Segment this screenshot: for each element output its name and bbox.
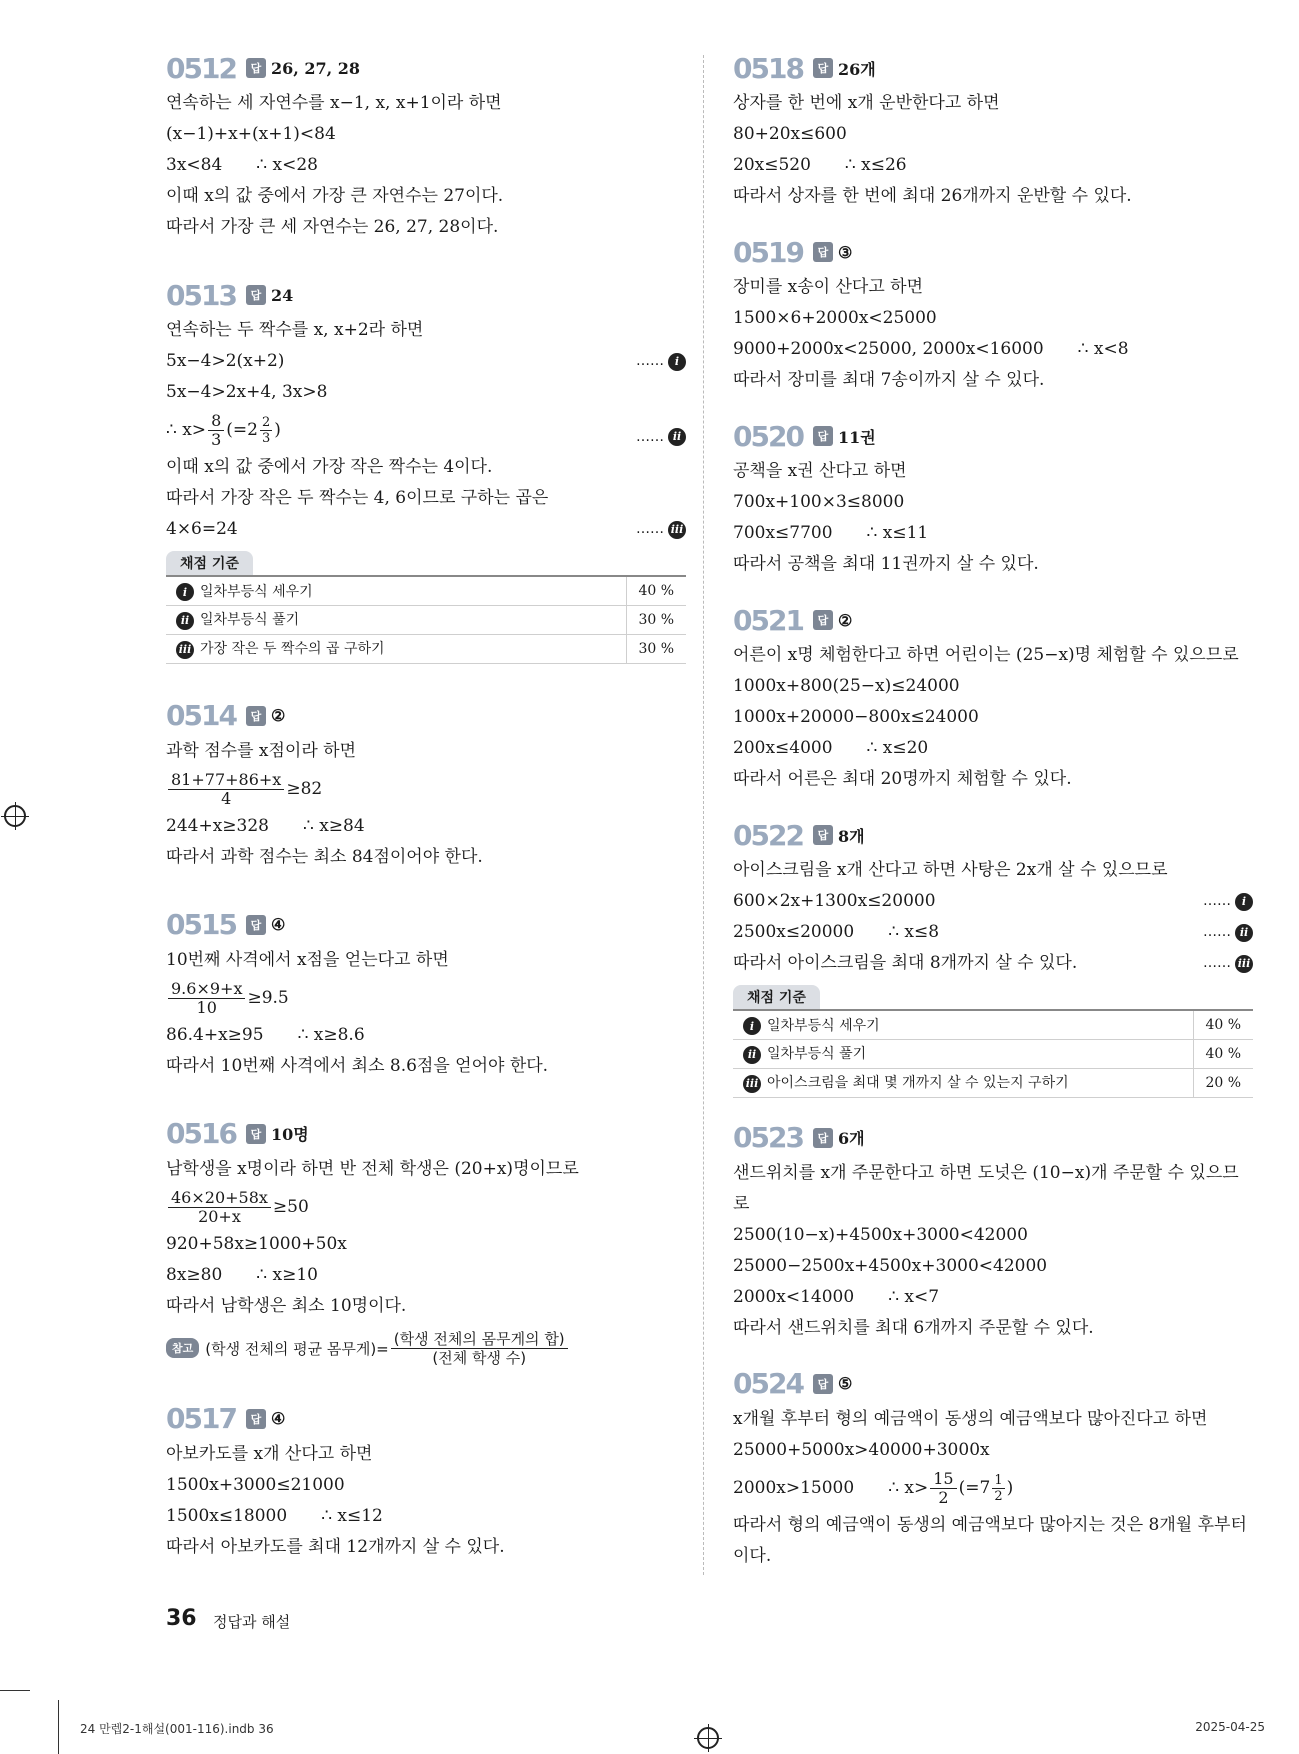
problem-header xyxy=(166,277,686,313)
step-iii-icon: iii xyxy=(668,521,686,539)
solution-line: (x−1)+x+(x+1)<84 xyxy=(166,124,336,144)
solution-line xyxy=(733,733,1253,764)
problem-0518 xyxy=(733,50,1253,212)
denominator: 3 xyxy=(211,430,222,449)
column-divider xyxy=(703,55,704,1575)
step-ii-icon: ii xyxy=(176,612,194,630)
problem-0512 xyxy=(166,50,686,243)
equation: ∴ x≤12 xyxy=(321,1505,383,1526)
solution-line: 따라서 가장 큰 세 자연수는 26, 27, 28이다. xyxy=(166,217,499,237)
problem-number: 0516 xyxy=(166,1117,236,1150)
answer-badge: 답 xyxy=(813,242,833,262)
left-column xyxy=(166,50,686,1597)
criteria-text: 일차부등식 풀기 xyxy=(767,1046,867,1063)
equation: 8x≥80 xyxy=(166,1264,223,1285)
problem-number: 0518 xyxy=(733,51,803,85)
criteria-table xyxy=(733,1009,1253,1098)
solution-line: 연속하는 두 짝수를 x, x+2라 하면 xyxy=(166,320,424,340)
solution-line: 연속하는 세 자연수를 x−1, x, x+1이라 하면 xyxy=(166,93,502,113)
dots: …… xyxy=(636,521,664,537)
step-ii-icon: ii xyxy=(668,428,686,446)
fraction xyxy=(992,1473,1004,1504)
answer-text: ⑤ xyxy=(837,1374,853,1393)
fraction xyxy=(930,1470,956,1507)
denominator: 3 xyxy=(261,431,271,446)
step-i-icon: i xyxy=(176,583,194,601)
crop-mark xyxy=(58,1700,59,1754)
equation: ∴ x≥8.6 xyxy=(297,1024,365,1045)
denominator: 2 xyxy=(938,1487,949,1507)
solution-line: 따라서 아보카도를 최대 12개까지 살 수 있다. xyxy=(166,1536,505,1557)
solution-line: 따라서 공책을 최대 11권까지 살 수 있다. xyxy=(733,554,1039,574)
answer-text: 8개 xyxy=(837,826,865,846)
solution-line xyxy=(166,1501,686,1532)
answer-text: ③ xyxy=(837,242,853,262)
problem-header xyxy=(733,234,1253,270)
equation: 2000x>15000 xyxy=(733,1477,855,1498)
criteria-percent: 30 % xyxy=(626,605,686,634)
answer-badge: 답 xyxy=(813,1374,833,1394)
answer-text: ② xyxy=(837,610,853,630)
equation: ∴ x> xyxy=(166,420,207,440)
problem-0514 xyxy=(166,698,686,873)
equation: ∴ x<28 xyxy=(256,155,318,175)
right-column xyxy=(733,50,1253,1606)
criteria-percent: 30 % xyxy=(626,634,686,663)
criteria-percent: 40 % xyxy=(1193,1039,1253,1068)
criteria-title: 채점 기준 xyxy=(733,985,820,1009)
answer-text: 26, 27, 28 xyxy=(270,58,361,78)
problem-0520 xyxy=(733,418,1253,580)
step-iii-icon: iii xyxy=(176,641,194,659)
answer-text: 26개 xyxy=(837,59,876,79)
equation: 5x−4>2(x+2) xyxy=(166,351,285,371)
fraction xyxy=(168,771,284,808)
problem-0515 xyxy=(166,907,686,1082)
numerator: 81+77+86+x xyxy=(168,771,284,790)
fraction xyxy=(168,1189,271,1226)
equation: 600×2x+1300x≤20000 xyxy=(733,891,936,911)
equation: ≥82 xyxy=(286,778,323,799)
denominator: 20+x xyxy=(198,1206,241,1226)
answer-badge: 답 xyxy=(246,1124,266,1144)
fraction xyxy=(208,412,224,449)
criteria-text: 일차부등식 풀기 xyxy=(200,612,300,629)
solution-line: 따라서 샌드위치를 최대 6개까지 주문할 수 있다. xyxy=(733,1317,1094,1338)
solution-line xyxy=(166,767,686,811)
problem-number: 0523 xyxy=(733,1121,803,1154)
answer-badge: 답 xyxy=(246,58,266,78)
criteria-percent: 20 % xyxy=(1193,1068,1253,1097)
problem-number: 0522 xyxy=(733,818,803,852)
problem-header xyxy=(166,1401,686,1437)
equation: 1500x≤18000 xyxy=(166,1505,288,1526)
answer-text: 24 xyxy=(270,285,294,305)
answer-badge: 답 xyxy=(813,1128,833,1148)
problem-number: 0517 xyxy=(166,1402,236,1435)
numerator: 15 xyxy=(930,1470,956,1489)
equation: 9000+2000x<25000, 2000x<16000 xyxy=(733,339,1044,359)
problem-header xyxy=(733,1120,1253,1156)
equation: (=2 xyxy=(226,420,258,440)
answer-text: 10명 xyxy=(270,1125,309,1144)
solution-line: 샌드위치를 x개 주문한다고 하면 도넛은 (10−x)개 주문할 수 있으므로 xyxy=(733,1162,1239,1214)
equation: ∴ x≤8 xyxy=(888,922,940,942)
problem-header xyxy=(166,1116,686,1152)
criteria-percent: 40 % xyxy=(626,576,686,605)
equation: ∴ x≤11 xyxy=(866,523,929,543)
solution-line: 10번째 사격에서 x점을 얻는다고 하면 xyxy=(166,949,449,970)
problem-header xyxy=(733,418,1253,454)
solution-line: 아이스크림을 x개 산다고 하면 사탕은 2x개 살 수 있으므로 xyxy=(733,860,1168,880)
solution-line xyxy=(733,886,1253,917)
footer-title: 정답과 해설 xyxy=(213,1613,291,1631)
step-i-icon: i xyxy=(743,1017,761,1035)
problem-header xyxy=(166,698,686,734)
problem-0517 xyxy=(166,1401,686,1563)
problem-0519 xyxy=(733,234,1253,396)
criteria-text: 아이스크림을 최대 몇 개까지 살 수 있는지 구하기 xyxy=(767,1075,1069,1092)
answer-text: 6개 xyxy=(837,1129,865,1148)
problem-number: 0524 xyxy=(733,1367,803,1400)
equation: 244+x≥328 xyxy=(166,815,269,836)
solution-line: 따라서 형의 예금액이 동생의 예금액보다 많아지는 것은 8개월 후부터이다. xyxy=(733,1514,1247,1566)
solution-line xyxy=(733,917,1253,948)
solution-line xyxy=(166,1260,686,1291)
page-number: 36 xyxy=(166,1606,197,1631)
denominator: 2 xyxy=(994,1488,1003,1504)
problem-number: 0512 xyxy=(166,51,236,85)
problem-header xyxy=(733,817,1253,853)
solution-line: 이때 x의 값 중에서 가장 큰 자연수는 27이다. xyxy=(166,186,504,206)
fraction xyxy=(168,980,245,1017)
solution-line: 어른이 x명 체험한다고 하면 어린이는 (25−x)명 체험할 수 있으므로 xyxy=(733,645,1239,665)
note-badge: 참고 xyxy=(166,1338,199,1358)
solution-line xyxy=(166,346,686,377)
equation: 따라서 아이스크림을 최대 8개까지 살 수 있다. xyxy=(733,953,1078,973)
step-marker xyxy=(636,346,686,377)
solution-line: 5x−4>2x+4, 3x>8 xyxy=(166,382,328,402)
dots: …… xyxy=(1203,955,1231,971)
equation: 2000x<14000 xyxy=(733,1286,855,1307)
problem-header xyxy=(733,50,1253,86)
equation: ∴ x≥10 xyxy=(256,1264,318,1285)
registration-mark-icon xyxy=(4,805,26,827)
dots: …… xyxy=(1203,924,1231,940)
solution-line xyxy=(166,514,686,545)
equation: ≥50 xyxy=(272,1196,309,1217)
solution-line xyxy=(733,1466,1253,1510)
answer-text: ④ xyxy=(270,915,286,934)
reference-note xyxy=(166,1330,686,1367)
step-i-icon: i xyxy=(1235,893,1253,911)
solution-line: 상자를 한 번에 x개 운반한다고 하면 xyxy=(733,93,1000,113)
solution-line: 아보카도를 x개 산다고 하면 xyxy=(166,1443,373,1464)
solution-line: 700x+100×3≤8000 xyxy=(733,492,905,512)
solution-line: 따라서 10번째 사격에서 최소 8.6점을 얻어야 한다. xyxy=(166,1055,549,1076)
equation: ) xyxy=(274,420,281,440)
dots: …… xyxy=(636,353,664,369)
criteria-table xyxy=(166,575,686,664)
dots: …… xyxy=(1203,893,1231,909)
numerator: 46×20+58x xyxy=(168,1189,271,1208)
equation: ∴ x<8 xyxy=(1077,339,1129,359)
solution-line: 80+20x≤600 xyxy=(733,124,847,144)
criteria-text: 일차부등식 세우기 xyxy=(200,583,313,600)
solution-line xyxy=(166,1020,686,1051)
problem-0521 xyxy=(733,602,1253,795)
numerator: 2 xyxy=(261,415,271,430)
denominator: 4 xyxy=(221,788,232,808)
solution-line xyxy=(166,150,686,181)
solution-line: 1500x+3000≤21000 xyxy=(166,1474,345,1495)
criteria-row xyxy=(166,605,686,634)
solution-line: 1000x+20000−800x≤24000 xyxy=(733,707,979,727)
solution-line: x개월 후부터 형의 예금액이 동생의 예금액보다 많아진다고 하면 xyxy=(733,1408,1208,1429)
answer-badge: 답 xyxy=(813,610,833,630)
note-text: (학생 전체의 평균 몸무게)= xyxy=(205,1339,389,1358)
criteria-text: 일차부등식 세우기 xyxy=(767,1017,880,1034)
solution-line: 25000−2500x+4500x+3000<42000 xyxy=(733,1255,1048,1276)
answer-badge: 답 xyxy=(246,285,266,305)
equation: 20x≤520 xyxy=(733,155,811,175)
equation: ∴ x<7 xyxy=(888,1286,940,1307)
answer-badge: 답 xyxy=(813,426,833,446)
solution-line xyxy=(166,811,686,842)
equation: 200x≤4000 xyxy=(733,738,833,758)
equation: ∴ x≤20 xyxy=(866,738,929,758)
solution-line: 공책을 x권 산다고 하면 xyxy=(733,461,907,481)
solution-line: 따라서 장미를 최대 7송이까지 살 수 있다. xyxy=(733,370,1045,390)
solution-line xyxy=(166,408,686,452)
problem-header xyxy=(166,50,686,86)
numerator: 1 xyxy=(994,1472,1003,1488)
equation: 4×6=24 xyxy=(166,519,238,539)
step-marker xyxy=(1203,917,1253,948)
grading-criteria xyxy=(166,551,686,664)
answer-badge: 답 xyxy=(813,825,833,845)
step-marker xyxy=(636,514,686,545)
answer-badge: 답 xyxy=(246,706,266,726)
fraction xyxy=(260,415,272,446)
problem-number: 0514 xyxy=(166,699,236,732)
denominator: (전체 학생 수) xyxy=(432,1348,527,1367)
solution-line xyxy=(733,334,1253,365)
step-ii-icon: ii xyxy=(743,1046,761,1064)
crop-mark xyxy=(0,1690,30,1691)
solution-line: 920+58x≥1000+50x xyxy=(166,1233,347,1254)
equation: 3x<84 xyxy=(166,155,223,175)
equation: 2500x≤20000 xyxy=(733,922,855,942)
print-file-info: 24 만렙2-1해설(001-116).indb 36 xyxy=(80,1722,274,1736)
criteria-row xyxy=(733,1010,1253,1039)
solution-line: 1500×6+2000x<25000 xyxy=(733,308,937,328)
criteria-text: 가장 작은 두 짝수의 곱 구하기 xyxy=(200,641,385,658)
step-iii-icon: iii xyxy=(1235,955,1253,973)
answer-text: 11권 xyxy=(837,427,876,447)
solution-line: 1000x+800(25−x)≤24000 xyxy=(733,676,960,696)
problem-header xyxy=(166,907,686,943)
step-iii-icon: iii xyxy=(743,1075,761,1093)
solution-line: 과학 점수를 x점이라 하면 xyxy=(166,740,357,761)
problem-header xyxy=(733,602,1253,638)
equation: ∴ x> xyxy=(888,1477,929,1498)
criteria-title: 채점 기준 xyxy=(166,551,253,575)
solution-line: 2500(10−x)+4500x+3000<42000 xyxy=(733,1224,1028,1245)
step-marker xyxy=(1203,886,1253,917)
criteria-row xyxy=(733,1068,1253,1097)
answer-badge: 답 xyxy=(813,58,833,78)
answer-badge: 답 xyxy=(246,1409,266,1429)
problem-number: 0520 xyxy=(733,419,803,453)
denominator: 10 xyxy=(196,997,217,1017)
equation: (=7 xyxy=(958,1477,991,1498)
print-date: 2025-04-25 xyxy=(1195,1720,1265,1734)
equation: 86.4+x≥95 xyxy=(166,1024,264,1045)
registration-mark-icon xyxy=(697,1727,719,1749)
step-marker xyxy=(1203,948,1253,979)
equation: ) xyxy=(1006,1477,1014,1498)
solution-line xyxy=(733,150,1253,181)
solution-line: 이때 x의 값 중에서 가장 작은 짝수는 4이다. xyxy=(166,457,493,477)
equation: ∴ x≤26 xyxy=(844,155,907,175)
solution-line xyxy=(733,1282,1253,1313)
problem-0522 xyxy=(733,817,1253,1098)
criteria-row xyxy=(166,576,686,605)
problem-number: 0519 xyxy=(733,235,803,269)
problem-0516 xyxy=(166,1116,686,1367)
step-ii-icon: ii xyxy=(1235,924,1253,942)
grading-criteria xyxy=(733,985,1253,1098)
solution-line: 따라서 어른은 최대 20명까지 체험할 수 있다. xyxy=(733,769,1072,789)
solution-line: 따라서 가장 작은 두 짝수는 4, 6이므로 구하는 곱은 xyxy=(166,488,549,508)
step-i-icon: i xyxy=(668,353,686,371)
solution-line: 남학생을 x명이라 하면 반 전체 학생은 (20+x)명이므로 xyxy=(166,1158,579,1179)
problem-0513 xyxy=(166,277,686,664)
problem-0523 xyxy=(733,1120,1253,1344)
solution-line: 25000+5000x>40000+3000x xyxy=(733,1439,990,1460)
numerator: (학생 전체의 몸무게의 합) xyxy=(391,1330,568,1349)
solution-line: 따라서 과학 점수는 최소 84점이어야 한다. xyxy=(166,846,483,867)
problem-number: 0513 xyxy=(166,278,236,312)
equation: ≥9.5 xyxy=(247,987,289,1008)
problem-0524 xyxy=(733,1366,1253,1572)
problem-number: 0521 xyxy=(733,603,803,637)
fraction xyxy=(391,1330,568,1367)
answer-badge: 답 xyxy=(246,915,266,935)
solution-line: 따라서 남학생은 최소 10명이다. xyxy=(166,1295,407,1316)
solution-line: 장미를 x송이 산다고 하면 xyxy=(733,277,924,297)
numerator: 8 xyxy=(208,412,224,431)
criteria-row xyxy=(733,1039,1253,1068)
solution-line xyxy=(166,1185,686,1229)
criteria-percent: 40 % xyxy=(1193,1010,1253,1039)
problem-header xyxy=(733,1366,1253,1402)
criteria-row xyxy=(166,634,686,663)
solution-line xyxy=(733,948,1253,979)
answer-text: ④ xyxy=(270,1409,286,1428)
solution-line xyxy=(166,976,686,1020)
equation: 700x≤7700 xyxy=(733,523,833,543)
numerator: 9.6×9+x xyxy=(168,980,245,999)
problem-number: 0515 xyxy=(166,908,236,941)
dots: …… xyxy=(636,429,664,445)
answer-text: ② xyxy=(270,706,286,725)
solution-line xyxy=(733,518,1253,549)
equation: ∴ x≥84 xyxy=(302,815,365,836)
solution-line: 따라서 상자를 한 번에 최대 26개까지 운반할 수 있다. xyxy=(733,186,1132,206)
